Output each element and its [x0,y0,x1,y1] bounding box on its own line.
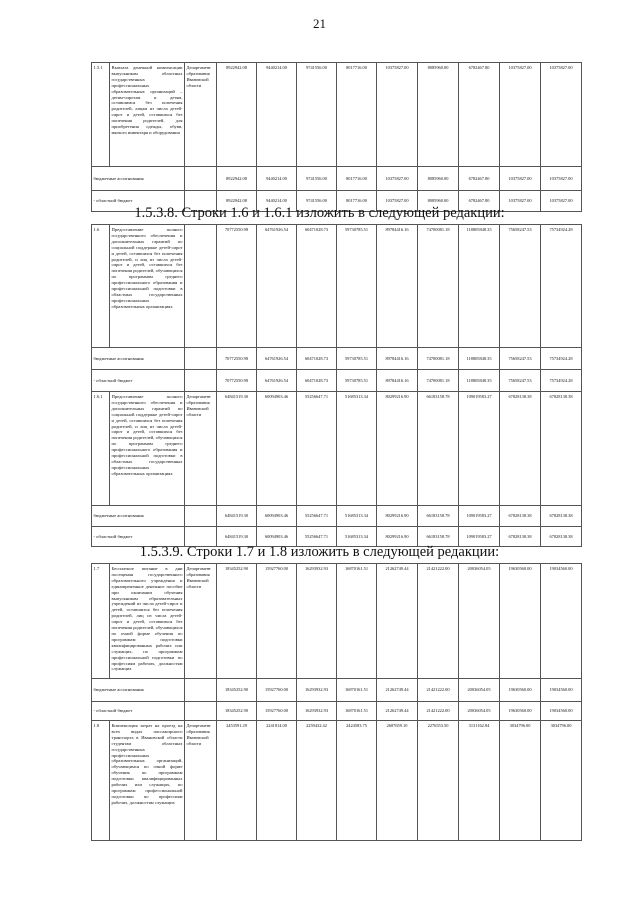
value-cell: 16870161.51 [337,564,377,679]
row-code: 1.6.1 [92,392,110,506]
value-cell: 60094903.46 [257,392,297,506]
value-cell: 74700081.18 [418,348,459,370]
row-label: - областной бюджет [92,191,185,212]
table-rows-1-7-1-8 [91,563,582,841]
value-cell: 16293932.93 [297,702,337,721]
value-cell: 3131162.84 [459,721,500,841]
value-cell: 64761926.54 [257,370,297,392]
value-cell: 59730785.51 [337,348,377,370]
table-row [92,721,582,841]
value-cell: 80299216.90 [377,392,418,506]
value-cell: 75658247.53 [500,348,541,370]
value-cell: 9741556.00 [297,191,337,212]
value-cell: 3034796.00 [541,721,582,841]
table-row [92,392,582,506]
value-cell: 75734924.28 [541,225,582,348]
value-cell: 64841519.30 [217,506,257,527]
table-row-1-5-1 [91,62,582,212]
value-cell: 67828138.38 [541,527,582,547]
value-cell: 21262749.44 [377,702,418,721]
value-cell: 70772550.98 [217,348,257,370]
value-cell: 20036054.05 [459,564,500,679]
empty-cell [185,370,217,392]
value-cell: 9440214.00 [257,191,297,212]
table-row [92,167,582,191]
value-cell: 51685313.34 [337,392,377,506]
value-cell: 20036054.05 [459,702,500,721]
value-cell: 66183158.78 [418,392,459,506]
row-org: Департамент образования Ивановской области [185,564,217,679]
value-cell: 20036054.05 [459,679,500,702]
value-cell: 89784416.16 [377,348,418,370]
row-label: - областной бюджет [92,702,185,721]
value-cell: 64841519.30 [217,527,257,547]
value-cell: 10375827.00 [500,63,541,167]
value-cell: 70772550.98 [217,370,257,392]
value-cell: 10375827.00 [500,191,541,212]
value-cell: 10375827.00 [377,63,418,167]
table-row [92,679,582,702]
value-cell: 16293932.93 [297,679,337,702]
value-cell: 74700081.18 [418,370,459,392]
row-name: Предоставление полного государственного обеспечения и дополнительных гарантий по социальной поддержке детей-сирот и детей, оставшихся без попечения родителей, и лиц из числа детей-сирот и детей, оставшихся без попечения родителей, обучающихся по программам среднего профессионального образования и профессиональной подготовки в областных государственных профессиональных образовательных организациях [110,392,185,506]
value-cell: 60471028.73 [297,348,337,370]
value-cell: 64761926.54 [257,348,297,370]
value-cell: 19630560.00 [500,702,541,721]
value-cell: 15927760.00 [257,679,297,702]
value-cell: 60094903.46 [257,527,297,547]
table-row [92,348,582,370]
row-code: 1.8 [92,721,110,841]
table-row [92,564,582,679]
page-number: 21 [313,16,326,31]
value-cell: 64761926.54 [257,225,297,348]
value-cell: 9440214.00 [257,167,297,191]
value-cell: 67828138.38 [541,392,582,506]
row-org: Департамент образования Ивановской области [185,63,217,167]
value-cell: 21421222.00 [418,679,459,702]
value-cell: 18345252.90 [217,702,257,721]
value-cell: 10375827.00 [377,167,418,191]
value-cell: 19034560.00 [541,679,582,702]
empty-cell [185,506,217,527]
value-cell: 89784416.16 [377,370,418,392]
value-cell: 8922942.08 [217,63,257,167]
value-cell: 59730785.51 [337,370,377,392]
value-cell: 59730785.51 [337,225,377,348]
value-cell: 109019583.27 [459,527,500,547]
value-cell: 60471028.73 [297,225,337,348]
empty-cell [185,348,217,370]
row-name: Выплата денежной компенсации выпускникам областных государственных профессиональных образовательных организаций – детям-сиротам и детям, оставшимся без попечения родителей, лицам из числа детей-сирот и детей, оставшихся без попечения родителей, для приобретения одежды, обуви, мягкого инвентаря и оборудования [110,63,185,167]
value-cell: 67828138.38 [541,506,582,527]
row-label: - областной бюджет [92,370,185,392]
value-cell: 67828138.38 [500,392,541,506]
value-cell: 6782467.80 [459,191,500,212]
value-cell: 75734924.28 [541,370,582,392]
value-cell: 8922942.08 [217,191,257,212]
value-cell: 75658247.53 [500,370,541,392]
value-cell: 10375827.00 [541,191,582,212]
row-name: Компенсация затрат на проезд на всех видах пассажирского транспорта в Ивановской области студентам областных государственных профессиональных образовательных организаций, обучающимся по очной форме обучения по программам подготовки квалифицированных рабочих или служащих, по программам профессиональной подготовки по профессиям рабочих, должностям служащих [110,721,185,841]
value-cell: 2259432.42 [297,721,337,841]
value-cell: 109019583.27 [459,392,500,506]
value-cell: 2687659.10 [377,721,418,841]
value-cell: 2241814.00 [257,721,297,841]
value-cell: 2276553.50 [418,721,459,841]
value-cell: 10375827.00 [541,167,582,191]
value-cell: 15927760.00 [257,564,297,679]
value-cell: 51685313.34 [337,527,377,547]
row-org [185,225,217,348]
value-cell: 64841519.30 [217,392,257,506]
row-label: бюджетные ассигнования [92,506,185,527]
value-cell: 118805848.35 [459,225,500,348]
value-cell: 8085960.00 [418,191,459,212]
row-code: 1.5.1 [92,63,110,167]
table-row [92,506,582,527]
row-name: Предоставление полного государственного обеспечения и дополнительных гарантий по социальной поддержке детей-сирот и детей, оставшихся без попечения родителей, и лиц из числа детей-сирот и детей, оставшихся без попечения родителей, обучающихся по программам среднего профессионального образования и профессиональной подготовки в областных государственных профессиональных образовательных организациях [110,225,185,348]
value-cell: 16870161.51 [337,702,377,721]
value-cell: 66183158.78 [418,506,459,527]
value-cell: 10375827.00 [500,167,541,191]
value-cell: 8017716.00 [337,191,377,212]
value-cell: 55256647.71 [297,506,337,527]
row-org: Департамент образования Ивановской области [185,721,217,841]
empty-cell [185,702,217,721]
section-heading-1-5-3-9: 1.5.3.9. Строки 1.7 и 1.8 изложить в следующей редакции: [139,544,500,560]
value-cell: 55256647.71 [297,527,337,547]
table-rows-1-6 [91,224,582,547]
value-cell: 8085960.00 [418,63,459,167]
value-cell: 67828138.38 [500,527,541,547]
row-label: бюджетные ассигнования [92,348,185,370]
value-cell: 21262749.44 [377,564,418,679]
empty-cell [185,679,217,702]
table-row [92,370,582,392]
value-cell: 9741556.00 [297,167,337,191]
value-cell: 16870161.51 [337,679,377,702]
value-cell: 2424583.75 [337,721,377,841]
value-cell: 2453591.29 [217,721,257,841]
row-code: 1.7 [92,564,110,679]
value-cell: 89784416.16 [377,225,418,348]
value-cell: 67828138.38 [500,506,541,527]
value-cell: 60094903.46 [257,506,297,527]
value-cell: 9440214.00 [257,63,297,167]
value-cell: 19630560.00 [500,679,541,702]
value-cell: 6782467.80 [459,167,500,191]
value-cell: 21262749.44 [377,679,418,702]
value-cell: 10375827.00 [377,191,418,212]
row-code: 1.6 [92,225,110,348]
value-cell: 66183158.78 [418,527,459,547]
value-cell: 109019583.27 [459,506,500,527]
value-cell: 16293932.93 [297,564,337,679]
table-row [92,702,582,721]
value-cell: 8922942.08 [217,167,257,191]
value-cell: 74700081.18 [418,225,459,348]
value-cell: 18345252.90 [217,679,257,702]
value-cell: 8017716.00 [337,63,377,167]
value-cell: 75734924.28 [541,348,582,370]
row-label: - областной бюджет [92,527,185,547]
value-cell: 6782467.80 [459,63,500,167]
value-cell: 8017716.00 [337,167,377,191]
value-cell: 18345252.90 [217,564,257,679]
value-cell: 19630560.00 [500,564,541,679]
empty-cell [185,167,217,191]
value-cell: 21421222.00 [418,702,459,721]
value-cell: 19034560.00 [541,702,582,721]
row-label: бюджетные ассигнования [92,167,185,191]
value-cell: 3034796.00 [500,721,541,841]
section-heading-1-5-3-8: 1.5.3.8. Строки 1.6 и 1.6.1 изложить в следующей редакции: [134,205,505,221]
table-row [92,63,582,167]
value-cell: 70772550.98 [217,225,257,348]
value-cell: 55256647.71 [297,392,337,506]
value-cell: 80299216.90 [377,527,418,547]
value-cell: 118805848.35 [459,348,500,370]
value-cell: 10375827.00 [541,63,582,167]
table-row [92,225,582,348]
value-cell: 80299216.90 [377,506,418,527]
value-cell: 60471028.73 [297,370,337,392]
value-cell: 8085960.00 [418,167,459,191]
row-name: Бесплатное питание в дни посещения государственного образовательного учреждения и единовременное денежное пособие при окончании обучения выпускникам образовательных учреждений из числа детей-сирот и детей, оставшихся без попечения родителей, лиц из числа детей-сирот и детей, оставшихся без попечения родителей, обучающихся по очной форме обучения по программам подготовки квалифицированных рабочих или служащих, по программам профессиональной подготовки по профессиям рабочих, должностям служащих [110,564,185,679]
value-cell: 118805848.35 [459,370,500,392]
value-cell: 75658247.53 [500,225,541,348]
value-cell: 9741556.00 [297,63,337,167]
row-org: Департамент образования Ивановской области [185,392,217,506]
row-label: бюджетные ассигнования [92,679,185,702]
value-cell: 51685313.34 [337,506,377,527]
value-cell: 21421222.00 [418,564,459,679]
value-cell: 15927760.00 [257,702,297,721]
value-cell: 19034560.00 [541,564,582,679]
